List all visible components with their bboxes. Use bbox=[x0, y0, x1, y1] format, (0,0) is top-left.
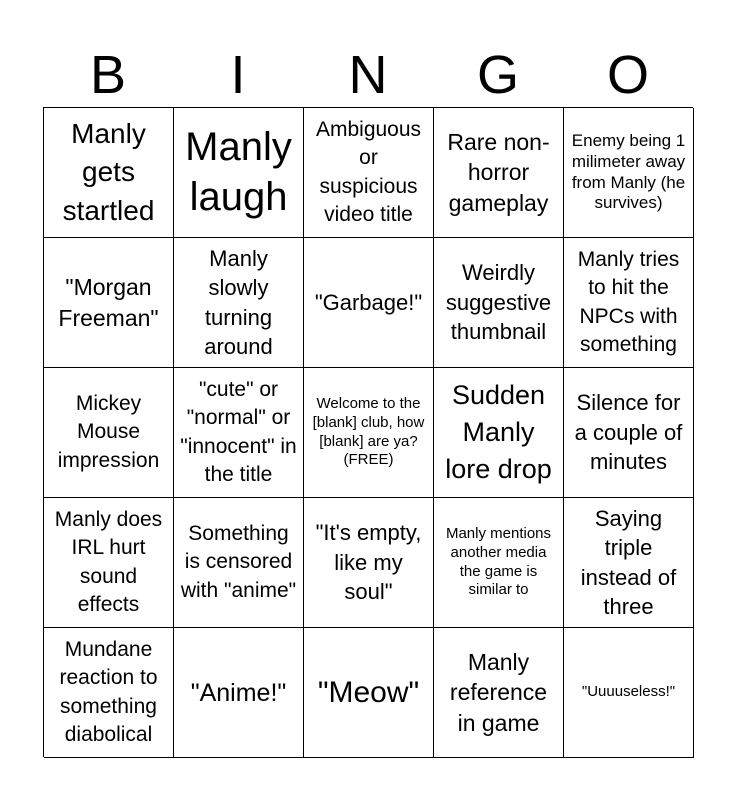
header-letter-o: O bbox=[606, 45, 649, 105]
cell-text: Manly does IRL hurt sound effects bbox=[54, 507, 163, 616]
bingo-cell[interactable] bbox=[434, 628, 564, 758]
cell-text: "Anime!" bbox=[190, 678, 287, 707]
header-letter-i: I bbox=[230, 45, 246, 105]
cell-text: Manly reference in game bbox=[449, 648, 548, 736]
bingo-cell[interactable] bbox=[564, 628, 694, 758]
bingo-cell[interactable] bbox=[304, 238, 434, 368]
header-letter-g: G bbox=[476, 45, 519, 105]
bingo-cell[interactable] bbox=[564, 108, 694, 238]
bingo-cell[interactable] bbox=[434, 368, 564, 498]
bingo-cell[interactable] bbox=[44, 238, 174, 368]
cell-text: "Uuuuseless!" bbox=[581, 683, 676, 701]
cell-text: Manly laugh bbox=[185, 124, 292, 219]
bingo-cell[interactable] bbox=[174, 628, 304, 758]
cell-text: Saying triple instead of three bbox=[580, 505, 677, 619]
cell-text: "Morgan Freeman" bbox=[58, 274, 159, 331]
cell-text: Ambiguous or suspicious video title bbox=[315, 117, 422, 226]
bingo-cell[interactable] bbox=[44, 628, 174, 758]
cell-text: "Garbage!" bbox=[314, 289, 423, 315]
bingo-cell[interactable] bbox=[564, 238, 694, 368]
bingo-card-grid bbox=[43, 107, 693, 757]
bingo-cell[interactable] bbox=[434, 498, 564, 628]
cell-text: Mickey Mouse impression bbox=[57, 391, 160, 472]
cell-text: "Meow" bbox=[317, 675, 420, 709]
bingo-cell[interactable] bbox=[174, 368, 304, 498]
bingo-cell[interactable] bbox=[44, 368, 174, 498]
bingo-cell[interactable] bbox=[174, 498, 304, 628]
cell-text: Rare non-horror gameplay bbox=[447, 128, 550, 216]
cell-text: "cute" or "normal" or "innocent" in the title bbox=[180, 377, 297, 486]
cell-text: Mundane reaction to something diabolical bbox=[59, 637, 158, 746]
bingo-cell[interactable] bbox=[304, 628, 434, 758]
bingo-cell[interactable] bbox=[44, 108, 174, 238]
cell-text: Silence for a couple of minutes bbox=[574, 390, 683, 475]
bingo-cell[interactable] bbox=[304, 108, 434, 238]
bingo-cell[interactable] bbox=[564, 368, 694, 498]
header-letter-n: N bbox=[348, 45, 388, 105]
bingo-cell[interactable] bbox=[174, 238, 304, 368]
cell-text: Something is censored with "anime" bbox=[180, 521, 297, 602]
cell-text: Weirdly suggestive thumbnail bbox=[445, 260, 552, 345]
cell-text: Welcome to the [blank] club, how [blank] are ya? (FREE) bbox=[312, 395, 425, 469]
bingo-cell[interactable] bbox=[434, 238, 564, 368]
bingo-cell[interactable] bbox=[304, 498, 434, 628]
bingo-header bbox=[43, 44, 693, 106]
bingo-cell[interactable] bbox=[564, 498, 694, 628]
bingo-cell-free[interactable] bbox=[304, 368, 434, 498]
bingo-cell[interactable] bbox=[174, 108, 304, 238]
cell-text: Manly gets startled bbox=[62, 117, 155, 226]
cell-text: Manly slowly turning around bbox=[204, 245, 273, 359]
cell-text: "It's empty, like my soul" bbox=[315, 520, 422, 605]
cell-text: Manly tries to hit the NPCs with something bbox=[577, 247, 680, 356]
bingo-cell[interactable] bbox=[434, 108, 564, 238]
header-letter-b: B bbox=[89, 45, 127, 105]
cell-text: Sudden Manly lore drop bbox=[445, 379, 552, 485]
cell-text: Manly mentions another media the game is similar to bbox=[445, 525, 552, 599]
cell-text: Enemy being 1 milimeter away from Manly (he survives) bbox=[571, 130, 686, 213]
bingo-cell[interactable] bbox=[44, 498, 174, 628]
